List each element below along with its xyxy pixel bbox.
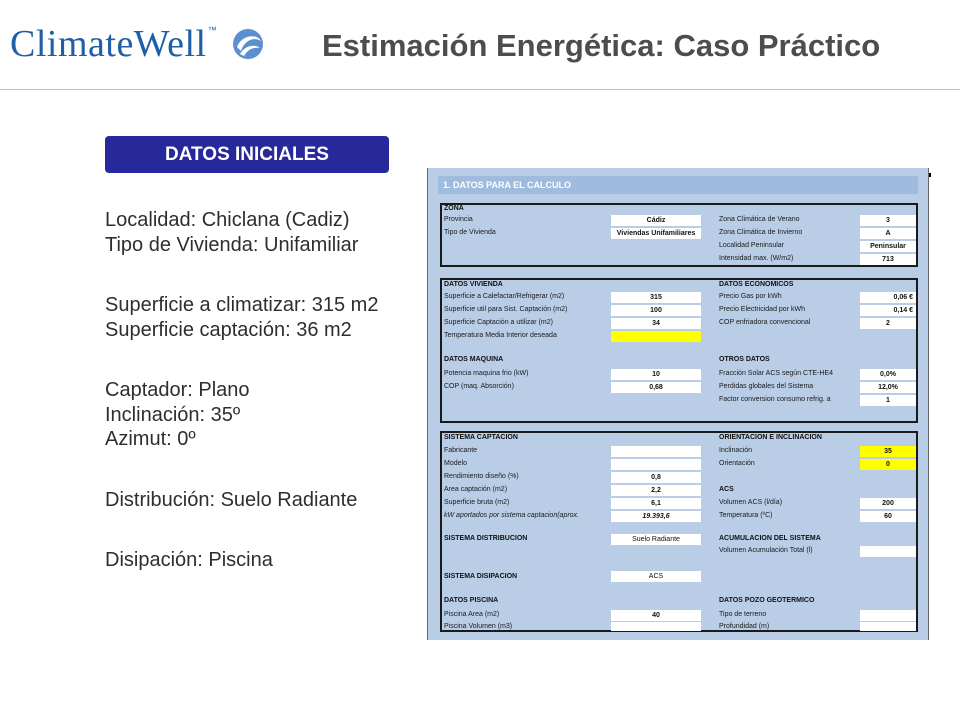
acs-header: ACS (719, 486, 734, 493)
economicos-header: DATOS ECONOMICOS (719, 281, 794, 288)
orientacion-header: ORIENTACION E INCLINACION (719, 434, 822, 441)
piscina-area-value[interactable]: 40 (611, 610, 701, 621)
initial-data-list (105, 208, 378, 573)
factor-conversion-value[interactable]: 1 (860, 395, 916, 406)
piscina-area-label: Piscina Area (m2) (444, 611, 500, 618)
cop-absorcion-value[interactable]: 0,68 (611, 382, 701, 393)
temp-interior-value[interactable] (611, 331, 701, 342)
rendimiento-value[interactable]: 0,8 (611, 472, 701, 483)
zona-invierno-value: A (860, 228, 916, 239)
intensidad-label: Intensidad max. (W/m2) (719, 255, 794, 262)
kw-aportados-label: kW aportados por sistema captacion(aprox. (444, 512, 580, 519)
modelo-label: Modelo (444, 460, 467, 467)
orientacion-value[interactable]: 0 (860, 459, 916, 470)
volumen-acumulacion-label: Volumen Acumulación Total (l) (719, 547, 813, 554)
precio-gas-value[interactable]: 0,06 € (860, 292, 916, 303)
geotermico-header: DATOS POZO GEOTERMICO (719, 597, 815, 604)
inclinacion-value[interactable]: 35 (860, 446, 916, 457)
tipo-vivienda-value[interactable]: Viviendas Unifamiliares (611, 228, 701, 239)
distribucion-value[interactable]: Suelo Radiante (611, 534, 701, 545)
climatewell-logo (10, 24, 265, 64)
localidad-value: Peninsular (860, 241, 916, 252)
profundidad-value[interactable] (860, 622, 916, 631)
precio-elec-value[interactable]: 0,14 € (860, 305, 916, 316)
sup-climatizar-value[interactable]: 315 (611, 292, 701, 303)
info-localidad: Localidad: Chiclana (Cadiz) (105, 209, 350, 231)
volumen-acs-value[interactable]: 200 (860, 498, 916, 509)
maquina-header: DATOS MAQUINA (444, 356, 504, 363)
sheet-title: 1. DATOS PARA EL CALCULO (438, 176, 918, 194)
otros-header: OTROS DATOS (719, 356, 770, 363)
zona-verano-label: Zona Climática de Verano (719, 216, 800, 223)
localidad-label: Localidad Peninsular (719, 242, 784, 249)
tipo-terreno-value[interactable] (860, 610, 916, 621)
info-azimut: Azimut: 0º (105, 428, 196, 450)
intensidad-value: 713 (860, 254, 916, 265)
zona-header: ZONA (444, 205, 464, 212)
kw-aportados-value: 19.393,6 (611, 511, 701, 522)
perdidas-label: Perdidas globales del Sistema (719, 383, 814, 390)
acumulacion-header: ACUMULACION DEL SISTEMA (719, 535, 821, 542)
provincia-label: Provincia (444, 216, 473, 223)
cop-enfriadora-value[interactable]: 2 (860, 318, 916, 329)
volumen-acs-label: Volumen ACS (l/día) (719, 499, 783, 506)
info-captador: Captador: Plano (105, 379, 250, 401)
vivienda-header: DATOS VIVIENDA (444, 281, 503, 288)
precio-gas-label: Precio Gas por kWh (719, 293, 782, 300)
sup-bruta-label: Superficie bruta (m2) (444, 499, 510, 506)
factor-conversion-label: Factor conversion consumo refrig. a (719, 396, 831, 403)
orientacion-label: Orientación (719, 460, 755, 467)
temperatura-acs-value[interactable]: 60 (860, 511, 916, 522)
fabricante-value[interactable] (611, 446, 701, 457)
zona-verano-value: 3 (860, 215, 916, 226)
profundidad-label: Profundidad (m) (719, 623, 770, 630)
sup-bruta-value[interactable]: 6,1 (611, 498, 701, 509)
provincia-value[interactable]: Cádiz (611, 215, 701, 226)
sup-captacion-label: Superficie Captación a utilizar (m2) (444, 319, 553, 326)
cop-enfriadora-label: COP enfriadora convencional (719, 319, 811, 326)
info-distribucion: Distribución: Suelo Radiante (105, 488, 358, 511)
logo-swirl-icon (231, 27, 265, 61)
area-captacion-value[interactable]: 2,2 (611, 485, 701, 496)
sup-util-value[interactable]: 100 (611, 305, 701, 316)
zona-invierno-label: Zona Climática de Invierno (719, 229, 803, 236)
tipo-terreno-label: Tipo de terreno (719, 611, 767, 618)
page-title: Estimación Energética: Caso Práctico (322, 28, 881, 63)
piscina-volumen-value[interactable] (611, 622, 701, 631)
fabricante-label: Fabricante (444, 447, 478, 454)
info-vivienda: Tipo de Vivienda: Unifamiliar (105, 233, 359, 256)
info-disipacion: Disipación: Piscina (105, 549, 273, 571)
temp-interior-label: Temperatura Media Interior deseada (444, 332, 557, 339)
tipo-vivienda-label: Tipo de Vivienda (444, 229, 496, 236)
potencia-label: Potencia maquina frio (kW) (444, 370, 529, 377)
volumen-acumulacion-value[interactable] (860, 546, 916, 557)
sup-captacion-value[interactable]: 34 (611, 318, 701, 329)
captacion-header: SISTEMA CAPTACION (444, 434, 518, 441)
logo-text: ClimateWell (10, 23, 207, 65)
datos-iniciales-badge: DATOS INICIALES (105, 136, 389, 173)
precio-elec-label: Precio Electricidad por kWh (719, 306, 805, 313)
distribucion-header: SISTEMA DISTRIBUCION (444, 535, 528, 542)
disipacion-value[interactable]: ACS (611, 571, 701, 582)
disipacion-header: SISTEMA DISIPACION (444, 573, 518, 580)
perdidas-value[interactable]: 12,0% (860, 382, 916, 393)
logo-trademark: ™ (207, 25, 217, 35)
piscina-volumen-label: Piscina Volumen (m3) (444, 623, 513, 630)
inclinacion-label: Inclinación (719, 447, 753, 454)
calculation-spreadsheet (427, 168, 929, 640)
potencia-value[interactable]: 10 (611, 369, 701, 380)
sup-util-label: Superficie util para Sist. Captación (m2) (444, 306, 568, 313)
modelo-value[interactable] (611, 459, 701, 470)
fraccion-solar-value[interactable]: 0,0% (860, 369, 916, 380)
fraccion-solar-label: Fracción Solar ACS según CTE-HE4 (719, 370, 833, 377)
cop-absorcion-label: COP (maq. Absorción) (444, 383, 514, 390)
area-captacion-label: Area captación (m2) (444, 486, 508, 493)
piscina-header: DATOS PISCINA (444, 597, 499, 604)
info-captacion: Superficie captación: 36 m2 (105, 318, 352, 341)
sup-climatizar-label: Superficie a Calefactar/Refrigerar (m2) (444, 293, 565, 300)
temperatura-acs-label: Temperatura (ºC) (719, 512, 773, 519)
header-divider (0, 89, 960, 90)
info-inclinacion: Inclinación: 35º (105, 403, 241, 426)
info-superficie: Superficie a climatizar: 315 m2 (105, 294, 379, 316)
rendimiento-label: Rendimiento diseño (%) (444, 473, 519, 480)
